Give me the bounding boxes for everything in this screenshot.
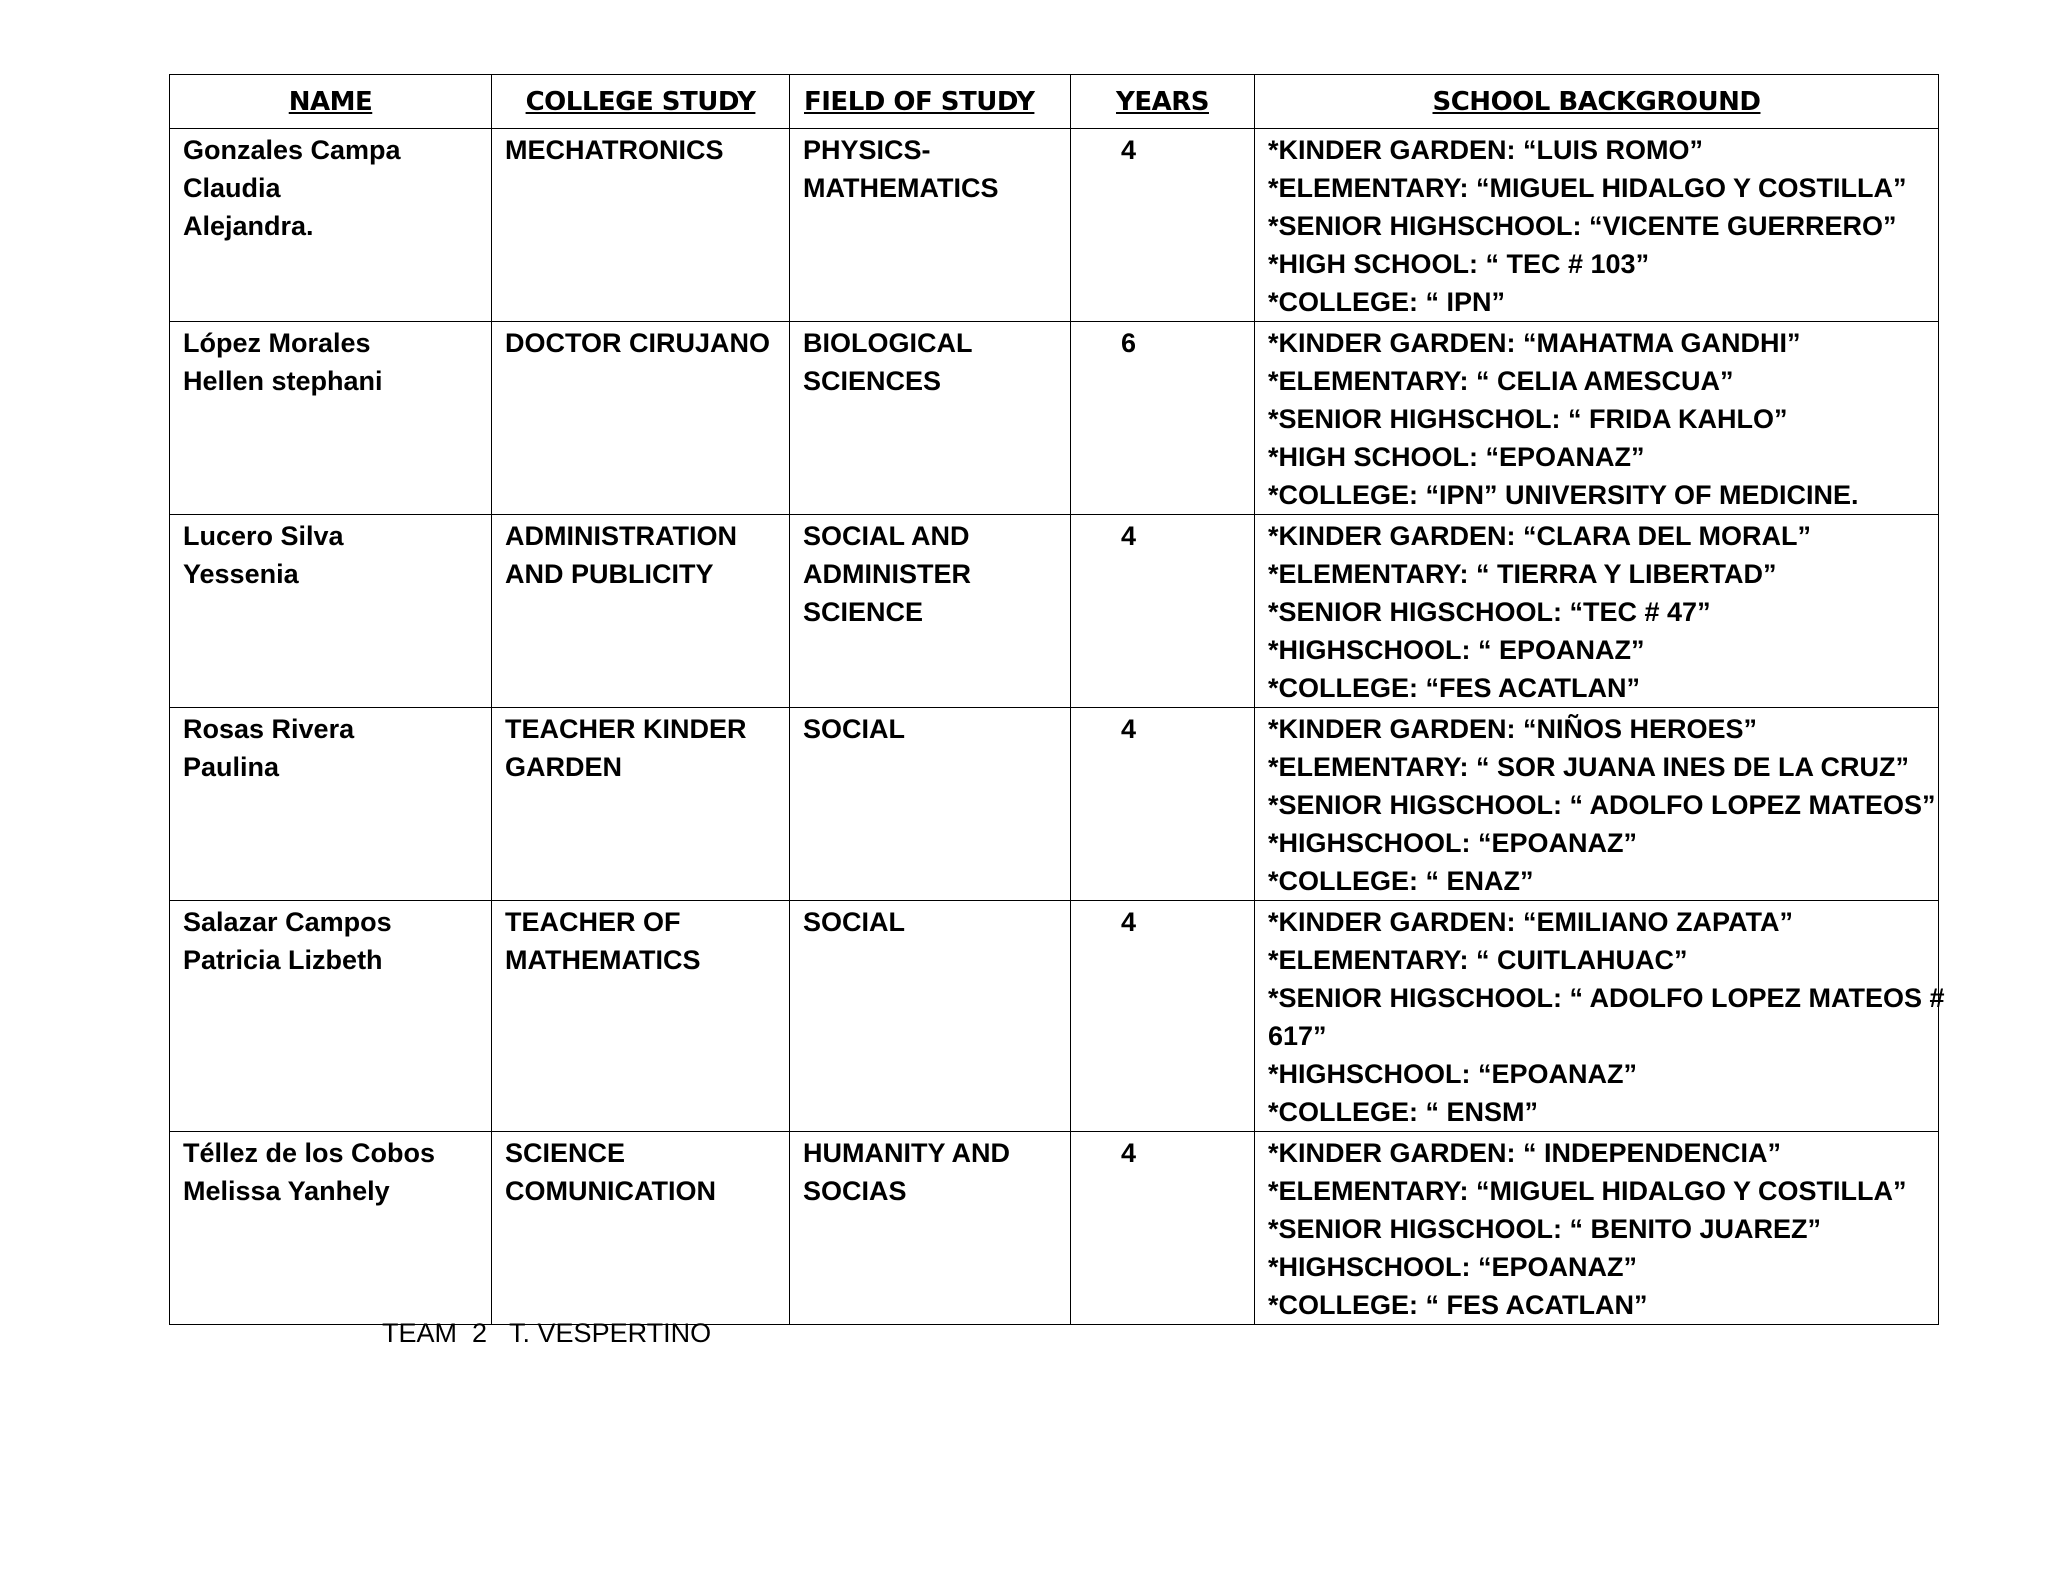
field-of-study-cell: [790, 901, 1071, 1132]
name-line: Lucero Silva: [183, 521, 344, 551]
school-line: *HIGH SCHOOL: “EPOANAZ”: [1268, 442, 1645, 472]
name-line: Paulina: [183, 752, 280, 782]
school-line: *ELEMENTARY: “ TIERRA Y LIBERTAD”: [1268, 559, 1777, 589]
field-of-study-cell: [790, 129, 1071, 322]
years-cell: 4: [1071, 901, 1255, 1132]
college-study-line: ADMINISTRATION: [505, 521, 737, 551]
header-years: YEARS: [1071, 75, 1255, 129]
field-of-study-cell: [790, 1132, 1071, 1325]
college-study-line: AND PUBLICITY: [505, 559, 714, 589]
header-college-study: COLLEGE STUDY: [492, 75, 790, 129]
years-cell: 4: [1071, 515, 1255, 708]
college-study-cell: [492, 708, 790, 901]
field-of-study-line: BIOLOGICAL: [803, 328, 973, 358]
name-line: Claudia: [183, 173, 281, 203]
school-line: *KINDER GARDEN: “EMILIANO ZAPATA”: [1268, 907, 1793, 937]
school-line: *KINDER GARDEN: “LUIS ROMO”: [1268, 135, 1704, 165]
school-line: *SENIOR HIGHSCHOOL: “VICENTE GUERRERO”: [1268, 211, 1897, 241]
school-background-cell: [1255, 901, 1945, 1132]
years-cell: 6: [1071, 322, 1255, 515]
name-line: Gonzales Campa: [183, 135, 401, 165]
school-line: *ELEMENTARY: “ CUITLAHUAC”: [1268, 945, 1688, 975]
field-of-study-line: SOCIAL: [803, 907, 906, 937]
school-line: *COLLEGE: “ ENAZ”: [1268, 866, 1534, 896]
field-of-study-line: PHYSICS-: [803, 135, 931, 165]
school-line: *COLLEGE: “ FES ACATLAN”: [1268, 1290, 1648, 1320]
years-cell: 4: [1071, 1132, 1255, 1325]
school-line: *SENIOR HIGSCHOOL: “ ADOLFO LOPEZ MATEOS #: [1268, 983, 1945, 1013]
table-row: [170, 901, 1939, 1132]
table-row: [170, 322, 1939, 515]
school-background-cell: [1255, 1132, 1939, 1325]
table-row: [170, 515, 1939, 708]
table-row: [170, 708, 1939, 901]
school-line: *HIGHSCHOOL: “EPOANAZ”: [1268, 1059, 1638, 1089]
field-of-study-line: ADMINISTER: [803, 559, 971, 589]
college-study-cell: [492, 515, 790, 708]
students-table: [169, 74, 1945, 1325]
name-cell: [170, 901, 492, 1132]
school-line: *SENIOR HIGHSCHOL: “ FRIDA KAHLO”: [1268, 404, 1788, 434]
college-study-line: TEACHER OF: [505, 907, 681, 937]
school-line: *COLLEGE: “IPN” UNIVERSITY OF MEDICINE.: [1268, 480, 1859, 510]
school-line: *COLLEGE: “ IPN”: [1268, 287, 1506, 317]
header-school-background: SCHOOL BACKGROUND: [1255, 75, 1939, 129]
college-study-line: DOCTOR CIRUJANO: [505, 328, 771, 358]
school-line: *ELEMENTARY: “MIGUEL HIDALGO Y COSTILLA”: [1268, 1176, 1907, 1206]
college-study-line: SCIENCE: [505, 1138, 626, 1168]
field-of-study-cell: [790, 708, 1071, 901]
school-line: *KINDER GARDEN: “CLARA DEL MORAL”: [1268, 521, 1811, 551]
school-line: *ELEMENTARY: “ CELIA AMESCUA”: [1268, 366, 1734, 396]
school-background-cell: [1255, 708, 1939, 901]
name-line: Rosas Rivera: [183, 714, 355, 744]
name-line: Yessenia: [183, 559, 299, 589]
school-line: *SENIOR HIGSCHOOL: “TEC # 47”: [1268, 597, 1711, 627]
field-of-study-line: MATHEMATICS: [803, 173, 999, 203]
school-line: 617”: [1268, 1021, 1327, 1051]
name-line: López Morales: [183, 328, 371, 358]
years-cell: 4: [1071, 129, 1255, 322]
name-line: Melissa Yanhely: [183, 1176, 390, 1206]
school-line: *ELEMENTARY: “MIGUEL HIDALGO Y COSTILLA”: [1268, 173, 1907, 203]
school-background-cell: [1255, 322, 1939, 515]
name-cell: [170, 1132, 492, 1325]
school-line: *HIGHSCHOOL: “EPOANAZ”: [1268, 828, 1638, 858]
field-of-study-line: SCIENCE: [803, 597, 924, 627]
header-name: NAME: [170, 75, 492, 129]
field-of-study-line: SOCIAL: [803, 714, 906, 744]
name-line: Patricia Lizbeth: [183, 945, 383, 975]
name-line: Salazar Campos: [183, 907, 392, 937]
header-field-of-study: FIELD OF STUDY: [790, 75, 1071, 129]
school-line: *HIGH SCHOOL: “ TEC # 103”: [1268, 249, 1650, 279]
name-line: Alejandra.: [183, 211, 314, 241]
school-line: *HIGHSCHOOL: “EPOANAZ”: [1268, 1252, 1638, 1282]
school-line: *COLLEGE: “FES ACATLAN”: [1268, 673, 1640, 703]
school-line: *SENIOR HIGSCHOOL: “ BENITO JUAREZ”: [1268, 1214, 1822, 1244]
name-cell: [170, 322, 492, 515]
college-study-cell: [492, 1132, 790, 1325]
school-line: *KINDER GARDEN: “NIÑOS HEROES”: [1268, 714, 1758, 744]
name-cell: [170, 515, 492, 708]
table-row: [170, 1132, 1939, 1325]
header-row: [170, 75, 1939, 129]
college-study-cell: [492, 901, 790, 1132]
school-line: *SENIOR HIGSCHOOL: “ ADOLFO LOPEZ MATEOS”: [1268, 790, 1936, 820]
college-study-line: COMUNICATION: [505, 1176, 716, 1206]
school-background-cell: [1255, 129, 1939, 322]
school-line: *KINDER GARDEN: “ INDEPENDENCIA”: [1268, 1138, 1782, 1168]
school-line: *COLLEGE: “ ENSM”: [1268, 1097, 1539, 1127]
college-study-line: MECHATRONICS: [505, 135, 724, 165]
college-study-line: MATHEMATICS: [505, 945, 701, 975]
field-of-study-line: SOCIAS: [803, 1176, 907, 1206]
table-row: [170, 129, 1939, 322]
field-of-study-line: HUMANITY AND: [803, 1138, 1010, 1168]
school-line: *ELEMENTARY: “ SOR JUANA INES DE LA CRUZ”: [1268, 752, 1910, 782]
name-cell: [170, 708, 492, 901]
school-line: *KINDER GARDEN: “MAHATMA GANDHI”: [1268, 328, 1801, 358]
field-of-study-line: SCIENCES: [803, 366, 942, 396]
college-study-line: TEACHER KINDER: [505, 714, 747, 744]
footer-team-label: TEAM 2 T. VESPERTINO: [382, 1318, 712, 1348]
field-of-study-line: SOCIAL AND: [803, 521, 970, 551]
name-line: Hellen stephani: [183, 366, 383, 396]
name-cell: [170, 129, 492, 322]
college-study-cell: [492, 322, 790, 515]
name-line: Téllez de los Cobos: [183, 1138, 436, 1168]
field-of-study-cell: [790, 515, 1071, 708]
field-of-study-cell: [790, 322, 1071, 515]
college-study-line: GARDEN: [505, 752, 623, 782]
college-study-cell: [492, 129, 790, 322]
school-line: *HIGHSCHOOL: “ EPOANAZ”: [1268, 635, 1645, 665]
school-background-cell: [1255, 515, 1939, 708]
years-cell: 4: [1071, 708, 1255, 901]
